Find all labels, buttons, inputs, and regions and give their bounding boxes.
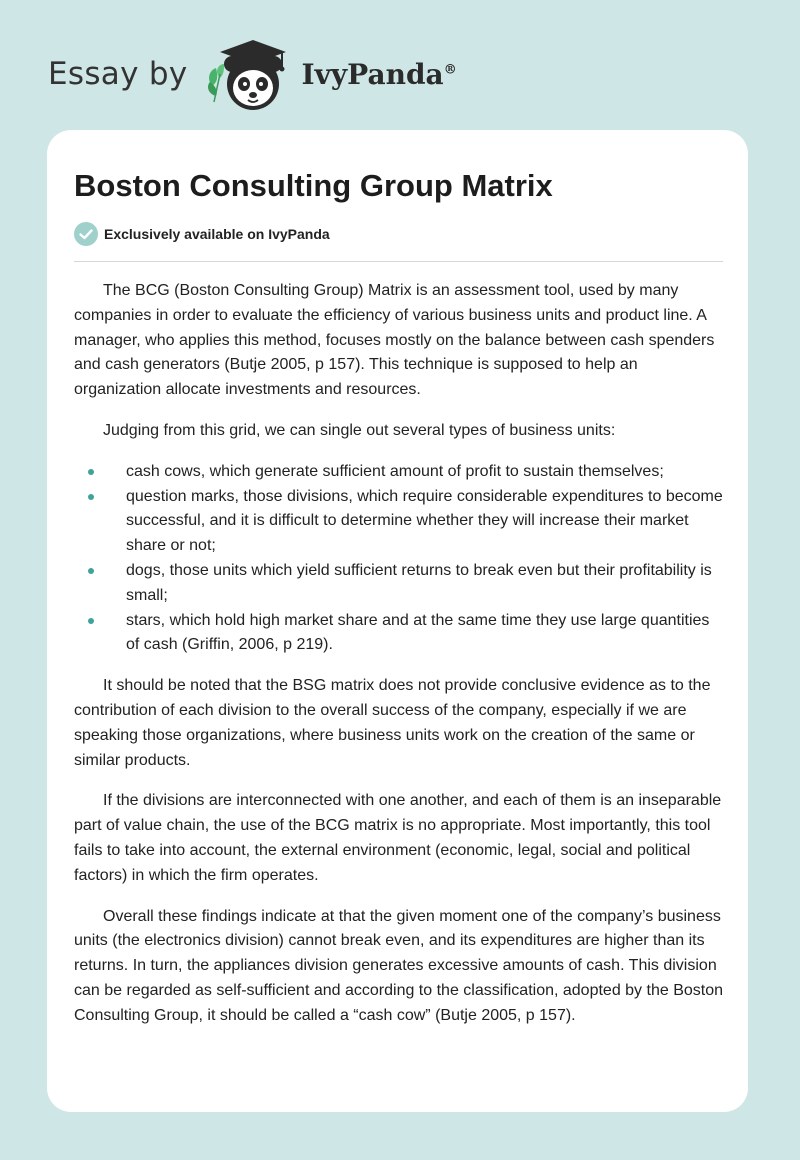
check-circle-icon [74, 222, 98, 246]
list-item-text: question marks, those divisions, which require considerable expenditures to become successful, and it is difficult to determine whether they will increase their market share or not; [126, 487, 723, 555]
essay-body [74, 279, 724, 1045]
essay-by-label: Essay by [48, 56, 188, 92]
list-item-text: cash cows, which generate sufficient amount of profit to sustain themselves; [126, 462, 664, 480]
business-unit-list [74, 460, 724, 658]
site-header [48, 34, 457, 114]
paragraph: Overall these findings indicate at that the given moment one of the company’s business units (the electronics division) cannot break even, and its expenditures are higher than its returns. In turn, the appliances division generates excessive amounts of cash. This division can be regarded as self-sufficient and according to the classification, adopted by the Boston Consulting Group, it should be called a “cash cow” (Butje 2005, p 157). [74, 907, 723, 1024]
bullet-icon [88, 469, 94, 475]
list-item [74, 460, 724, 485]
paragraph: The BCG (Boston Consulting Group) Matrix is an assessment tool, used by many companies in order to evaluate the efficiency of various business units and product line. A manager, who applies this method, focuses mostly on the balance between cash spenders and cash generators (Butje 2005, p 157). This technique is supposed to help an organization allocate investments and resources. [74, 282, 715, 399]
paragraph: If the divisions are interconnected with one another, and each of them is an inseparable part of value chain, the use of the BCG matrix is no appropriate. Most importantly, this tool fails to take into account, the external environment (economic, legal, social and political factors) in which the firm operates. [74, 792, 722, 884]
essay-card [47, 130, 748, 1112]
list-item [74, 609, 724, 659]
badge-label: Exclusively available on IvyPanda [104, 226, 330, 242]
registered-mark: ® [443, 62, 457, 78]
list-item [74, 485, 724, 559]
list-item-text: stars, which hold high market share and at the same time they use large quantities of cash (Griffin, 2006, p 219). [126, 611, 710, 654]
divider [74, 261, 723, 262]
panda-logo-icon[interactable] [204, 34, 296, 114]
paragraph: Judging from this grid, we can single out several types of business units: [103, 421, 616, 439]
page-title: Boston Consulting Group Matrix [74, 168, 553, 203]
list-item [74, 559, 724, 609]
paragraph: It should be noted that the BSG matrix does not provide conclusive evidence as to the contribution of each division to the overall success of the company, especially if we are speaking those organizations, where business units work on the creation of the same or similar products. [74, 677, 711, 769]
exclusive-badge [74, 222, 330, 246]
brand-name[interactable]: IvyPanda® [301, 57, 457, 91]
bullet-icon [88, 494, 94, 500]
bullet-icon [88, 568, 94, 574]
list-item-text: dogs, those units which yield sufficient returns to break even but their profitability is small; [126, 561, 712, 604]
bullet-icon [88, 618, 94, 624]
